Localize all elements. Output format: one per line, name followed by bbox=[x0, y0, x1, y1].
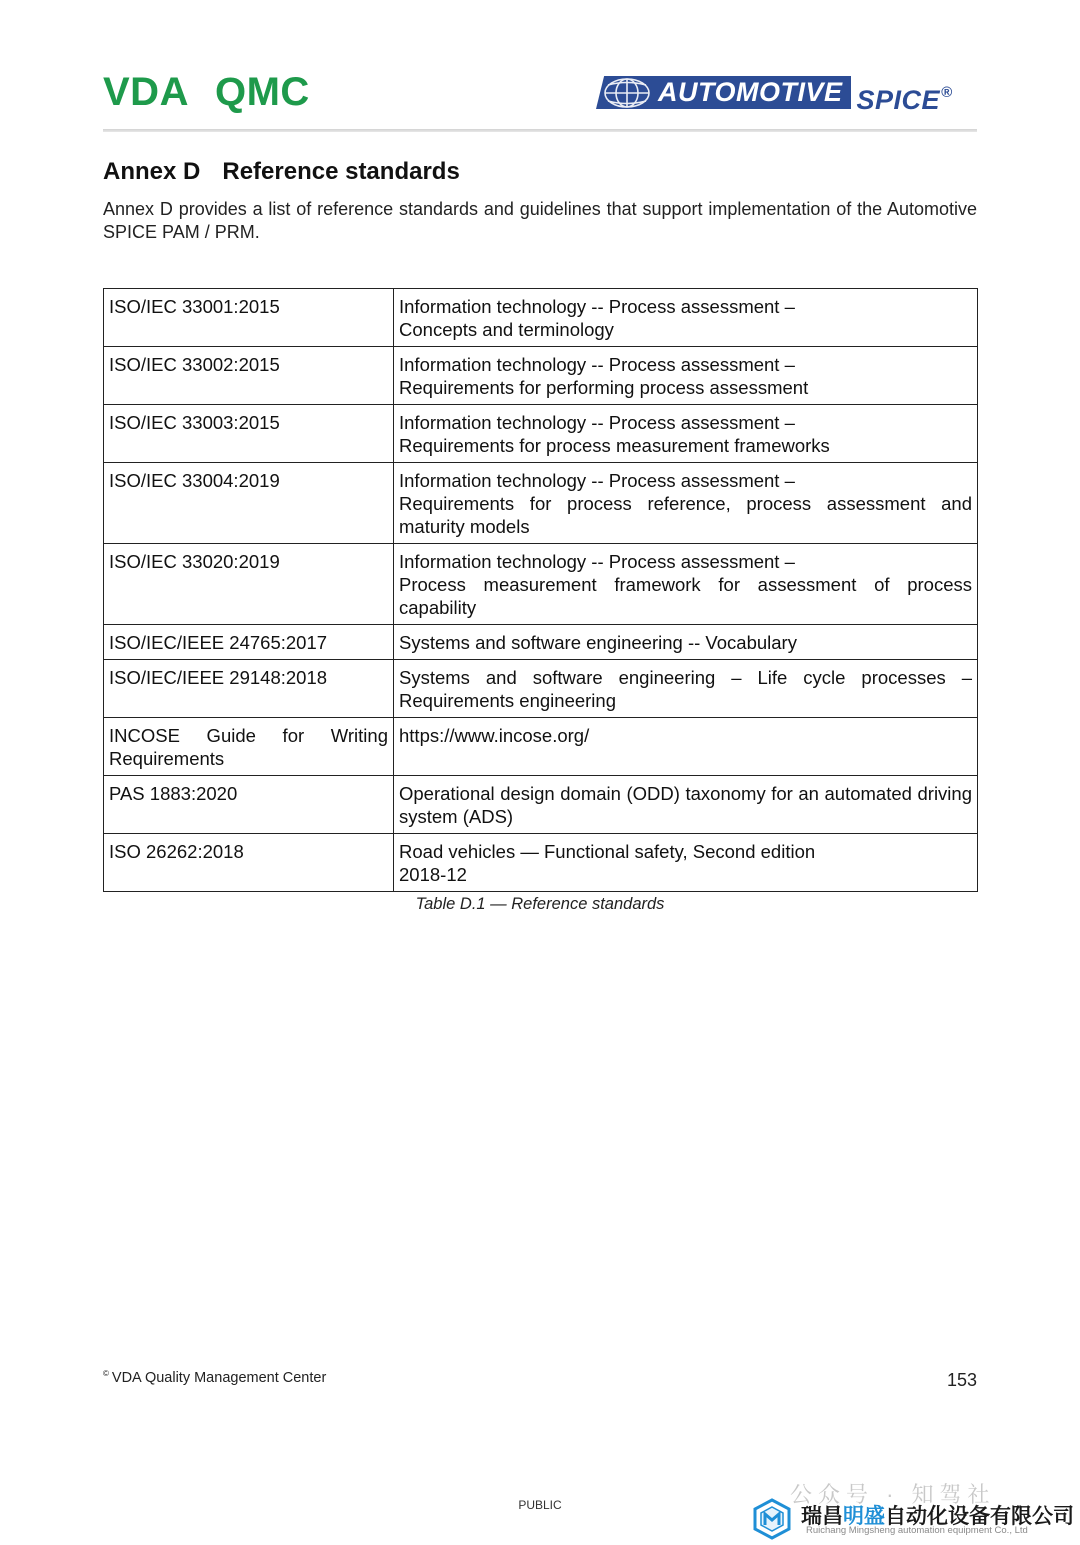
company-name-part3: 自动化设备有限公司 bbox=[885, 1504, 1074, 1528]
spice-word bbox=[851, 76, 953, 115]
standard-title-line: Information technology -- Process assessment – bbox=[399, 470, 795, 491]
standard-title-line: Requirements for process reference, process assessment and maturity models bbox=[399, 493, 972, 537]
standard-id-cell bbox=[104, 347, 394, 405]
standard-title-cell bbox=[394, 625, 978, 660]
classification-label: PUBLIC bbox=[518, 1498, 562, 1512]
standard-id-cell bbox=[104, 625, 394, 660]
standard-id: ISO/IEC/IEEE 24765:2017 bbox=[109, 632, 328, 653]
copyright-text: VDA Quality Management Center bbox=[111, 1370, 327, 1386]
standard-title-line: Information technology -- Process assessment – bbox=[399, 354, 795, 375]
standard-id: ISO/IEC 33002:2015 bbox=[109, 354, 280, 375]
footer-copyright bbox=[103, 1369, 326, 1386]
standard-title-line: Concepts and terminology bbox=[399, 319, 614, 340]
annex-number: Annex D bbox=[103, 158, 201, 185]
standard-id: INCOSE Guide for Writing Requirements bbox=[109, 725, 388, 769]
standard-title-line: Requirements for performing process assessment bbox=[399, 377, 809, 398]
company-logo-icon bbox=[752, 1498, 792, 1540]
standard-title-cell bbox=[394, 776, 978, 834]
standard-id-cell bbox=[104, 405, 394, 463]
watermark-faded-text: 公众号 · 知驾社 bbox=[790, 1482, 996, 1507]
company-name-en: Ruichang Mingsheng automation equipment Co., Ltd bbox=[806, 1525, 1028, 1536]
standard-id: ISO/IEC 33020:2019 bbox=[109, 551, 280, 572]
automotive-word: AUTOMOTIVE bbox=[654, 76, 851, 109]
standard-id-cell bbox=[104, 289, 394, 347]
page-number: 153 bbox=[946, 1370, 977, 1390]
table-row bbox=[104, 625, 978, 660]
reference-table-body bbox=[104, 289, 978, 892]
standard-title-line: Information technology -- Process assessment – bbox=[399, 551, 795, 572]
company-name-highlight: 明盛 bbox=[843, 1504, 885, 1528]
standard-title-line: https://www.incose.org/ bbox=[399, 725, 590, 746]
copyright-symbol: © bbox=[103, 1369, 109, 1378]
automotive-spice-logo bbox=[596, 76, 953, 115]
standard-title-cell bbox=[394, 347, 978, 405]
standard-title-line: Information technology -- Process assessment – bbox=[399, 412, 795, 433]
globe-icon bbox=[596, 76, 654, 109]
standard-title-line: Systems and software engineering -- Vocabulary bbox=[399, 632, 797, 653]
table-row bbox=[104, 544, 978, 625]
annex-intro-paragraph: Annex D provides a list of reference standards and guidelines that support implementation of the Automotive SPICE PAM / PRM. bbox=[103, 199, 977, 242]
table-row bbox=[104, 347, 978, 405]
standard-id: ISO/IEC 33004:2019 bbox=[109, 470, 280, 491]
standard-title-cell bbox=[394, 544, 978, 625]
standard-title-cell bbox=[394, 718, 978, 776]
standard-id: ISO 26262:2018 bbox=[109, 841, 244, 862]
table-row bbox=[104, 776, 978, 834]
spice-word-text: SPICE bbox=[856, 85, 941, 115]
standard-title-line: Road vehicles — Functional safety, Second edition bbox=[399, 841, 816, 862]
standard-id-cell bbox=[104, 718, 394, 776]
table-caption: Table D.1 — Reference standards bbox=[415, 895, 665, 913]
standard-title-line: Systems and software engineering – Life cycle processes – Requirements engineering bbox=[399, 667, 972, 711]
standard-title-line: Process measurement framework for assessment of process capability bbox=[399, 574, 972, 618]
table-row bbox=[104, 463, 978, 544]
annex-title: Reference standards bbox=[222, 158, 460, 185]
standard-title-line: 2018-12 bbox=[399, 864, 467, 885]
table-row bbox=[104, 405, 978, 463]
table-row bbox=[104, 834, 978, 892]
standard-id-cell bbox=[104, 660, 394, 718]
standard-id-cell bbox=[104, 776, 394, 834]
qmc-logo-text: QMC bbox=[214, 70, 310, 114]
standard-title-line: Operational design domain (ODD) taxonomy for an automated driving system (ADS) bbox=[399, 783, 972, 827]
annex-heading bbox=[103, 158, 460, 186]
standard-title-cell bbox=[394, 289, 978, 347]
standard-title-cell bbox=[394, 660, 978, 718]
company-name-part1: 瑞昌 bbox=[801, 1504, 843, 1528]
standard-title-cell bbox=[394, 463, 978, 544]
table-row bbox=[104, 660, 978, 718]
table-row bbox=[104, 718, 978, 776]
standard-id: ISO/IEC 33003:2015 bbox=[109, 412, 280, 433]
standard-title-line: Information technology -- Process assessment – bbox=[399, 296, 795, 317]
vda-logo-text: VDA bbox=[103, 70, 189, 114]
standard-id: PAS 1883:2020 bbox=[109, 783, 238, 804]
standard-id-cell bbox=[104, 834, 394, 892]
standard-title-cell bbox=[394, 405, 978, 463]
vda-qmc-logo bbox=[103, 70, 310, 115]
reference-standards-table bbox=[103, 288, 978, 892]
standard-id: ISO/IEC/IEEE 29148:2018 bbox=[109, 667, 328, 688]
standard-id-cell bbox=[104, 544, 394, 625]
standard-title-line: Requirements for process measurement frameworks bbox=[399, 435, 830, 456]
standard-id-cell bbox=[104, 463, 394, 544]
standard-id: ISO/IEC 33001:2015 bbox=[109, 296, 280, 317]
header-divider bbox=[103, 129, 977, 132]
standard-title-cell bbox=[394, 834, 978, 892]
registered-mark: ® bbox=[941, 84, 953, 101]
table-row bbox=[104, 289, 978, 347]
